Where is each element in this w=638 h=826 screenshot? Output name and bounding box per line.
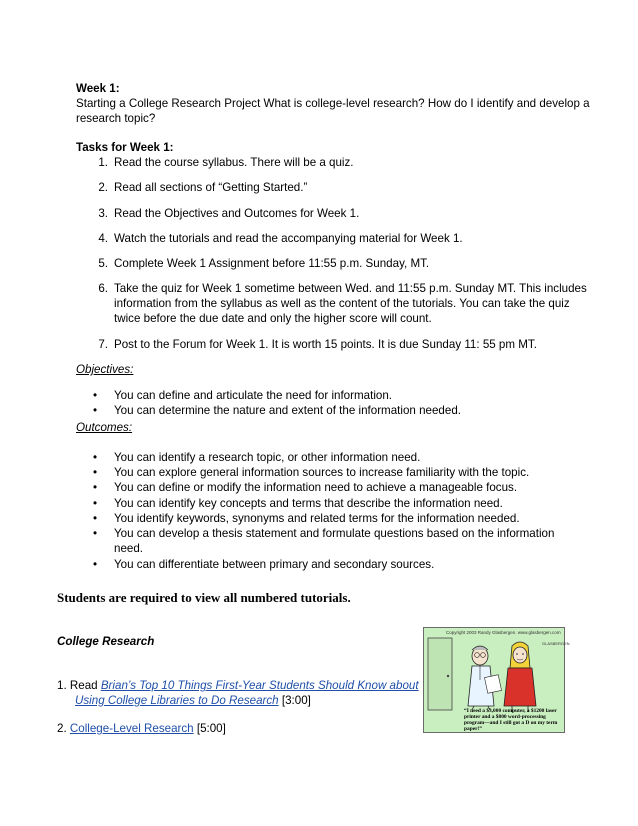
tutorial-item-2-prefix: 2. [57,722,70,735]
tutorial-item-1 [57,678,419,693]
task-number: 6. [98,282,108,295]
brians-top-10-link-continued[interactable]: Using College Libraries to Do Research [75,694,279,707]
outcome-item: You can define or modify the information need to achieve a manageable focus. [114,481,518,494]
week-intro-line-2: research topic? [76,112,156,125]
bullet-icon: • [93,451,98,464]
task-item: Watch the tutorials and read the accompanying material for Week 1. [114,232,463,245]
task-number: 2. [98,181,108,194]
college-level-research-link[interactable]: College-Level Research [69,722,194,735]
task-item: Read the Objectives and Outcomes for Week 1. [114,207,360,220]
bullet-icon: • [93,466,98,479]
cartoon-copyright: Copyright 2003 Randy Glasbergen. www.glasbergen.com [446,630,561,635]
task-item-line: twice before the due date and only the higher score will count. [114,312,432,325]
objective-item: You can define and articulate the need for information. [114,389,393,402]
task-item: Read the course syllabus. There will be a quiz. [114,156,354,169]
outcome-item: You can develop a thesis statement and formulate questions based on the information [114,527,555,540]
brians-top-10-link[interactable]: Brian’s Top 10 Things First-Year Students Should Know about [100,679,419,692]
outcome-item: You can identify key concepts and terms that describe the information need. [114,497,503,510]
tutorial-item-2-duration: [5:00] [193,722,226,735]
tutorial-item-1-prefix: 1. Read [57,679,101,692]
outcome-item: You can differentiate between primary and secondary sources. [114,558,435,571]
outcome-item: You can explore general information sources to increase familiarity with the topic. [114,466,530,479]
tutorial-item-1-continued [75,693,311,708]
tasks-heading: Tasks for Week 1: [76,141,174,154]
task-number: 7. [98,338,108,351]
bullet-icon: • [93,558,98,571]
task-number: 1. [98,156,108,169]
tutorial-item-1-duration: [3:00] [278,694,311,707]
outcomes-heading: Outcomes: [76,421,133,434]
bullet-icon: • [93,512,98,525]
cartoon-image [423,627,570,733]
outcome-item: You can identify a research topic, or other information need. [114,451,421,464]
task-item-line: information from the syllabus as well as the content of the tutorials. You can take the quiz [114,297,570,310]
outcome-item: You identify keywords, synonyms and related terms for the information needed. [114,512,520,525]
week-intro-line-1: Starting a College Research Project What is college-level research? How do I identify and develop a [76,97,590,110]
task-item: Complete Week 1 Assignment before 11:55 p.m. Sunday, MT. [114,257,430,270]
bullet-icon: • [93,497,98,510]
bullet-icon: • [93,527,98,540]
bullet-icon: • [93,389,98,402]
bullet-icon: • [93,481,98,494]
task-number: 3. [98,207,108,220]
tutorials-notice: Students are required to view all numbered tutorials. [57,590,351,605]
bullet-icon: • [93,404,98,417]
objectives-heading: Objectives: [76,363,134,376]
cartoon-caption: “I need a $3,000 computer, a $1200 laser printer and a $800 word-processing program—and I still got a D on my term paper!” [464,708,558,732]
task-item-line: Take the quiz for Week 1 sometime between Wed. and 11:55 p.m. Sunday MT. This includes [114,282,587,295]
task-number: 5. [98,257,108,270]
task-number: 4. [98,232,108,245]
task-item: Post to the Forum for Week 1. It is worth 15 points. It is due Sunday 11: 55 pm MT. [114,338,537,351]
task-item: Read all sections of “Getting Started.” [114,181,308,194]
outcome-item-continued: need. [114,542,144,555]
tutorial-item-2 [57,721,226,736]
week-heading: Week 1: [76,82,120,95]
svg-text:GLASBERGEN: GLASBERGEN [542,641,570,646]
college-research-heading: College Research [57,635,155,648]
objective-item: You can determine the nature and extent of the information needed. [114,404,461,417]
